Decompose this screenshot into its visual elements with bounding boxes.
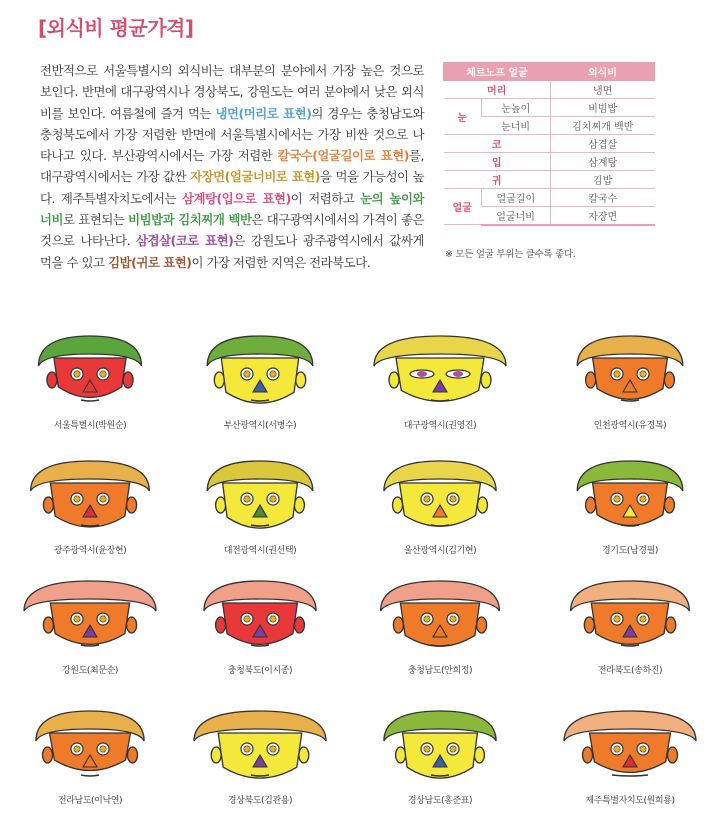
body-text-segment: 이 저렴하고: [290, 190, 361, 206]
body-text-segment: 을 먹을 가능성이 높다. 제주특별자치도에서는: [40, 169, 425, 206]
face-item: [5, 455, 175, 570]
table-cell-food: 김치찌개 백반: [550, 117, 654, 135]
face-label: 대구광역시(권영진): [403, 421, 477, 431]
face-item: [5, 330, 175, 445]
eye-pupil: [74, 371, 80, 377]
ear-right: [666, 617, 676, 633]
ear-right: [664, 372, 674, 388]
face-label: 인천광역시(유정복): [593, 421, 667, 431]
table-cell-part: 머리: [444, 81, 551, 99]
eye-pupil: [270, 746, 276, 752]
eye-pupil: [450, 746, 456, 752]
table-cell-food: 자장면: [550, 207, 654, 225]
chernoff-face: [5, 705, 175, 805]
body-text-segment: 의 경우는 충청남도와 충청북도에서 가장 저렴한 반면에 서울특별시에서는 가장 비싼 것으로 나타나고 있다. 부산광역시에서는 가장 저렴한: [40, 105, 424, 164]
chernoff-legend-table: [443, 62, 655, 226]
chernoff-face: [5, 575, 175, 675]
face-item: [545, 705, 708, 820]
mouth: [621, 645, 639, 646]
eye-pupil: [640, 616, 646, 622]
ear-right: [477, 617, 487, 633]
table-cell-part: 귀: [444, 171, 551, 189]
face-item: [545, 575, 708, 690]
face-item: [175, 705, 345, 820]
eye-pupil: [424, 616, 430, 622]
ear-right: [123, 372, 133, 388]
table-cell-food: 김밥: [550, 171, 654, 189]
ear-right: [296, 372, 306, 388]
eye-pupil: [100, 616, 106, 622]
highlight-text: 삼계탕(입으로 표현): [181, 190, 291, 206]
chernoff-face: [175, 455, 345, 555]
mouth: [81, 400, 99, 401]
body-text-segment: 를, 대구광역시에서는 가장 값싼: [40, 148, 425, 185]
table-cell-part: 코: [444, 135, 551, 153]
chernoff-face: [355, 575, 525, 675]
chernoff-face: [355, 330, 525, 430]
highlight-text: 칼국수(얼굴길이로 표현): [277, 148, 409, 164]
face-label: 제주특별자치도(원희룡): [585, 796, 675, 806]
face-label: 강원도(최문순): [62, 666, 118, 676]
table-note: ※ 모든 얼굴 부위는 클수록 좋다.: [445, 249, 576, 260]
eye-pupil: [270, 616, 276, 622]
eye-pupil: [74, 746, 80, 752]
ear-left: [214, 372, 224, 388]
eye-pupil: [244, 371, 250, 377]
chernoff-face: [545, 575, 708, 675]
face-item: [545, 455, 708, 570]
chernoff-face: [5, 330, 175, 430]
eye-pupil: [244, 496, 250, 502]
face-shape: [593, 358, 668, 399]
face-shape: [50, 603, 129, 644]
eye-pupil: [450, 616, 456, 622]
table-row: [444, 135, 655, 153]
eye-pupil: [270, 371, 276, 377]
mouth: [81, 775, 99, 776]
table-row: [444, 153, 655, 171]
face-item: [175, 575, 345, 690]
ear-right: [664, 497, 674, 513]
ear-left: [43, 747, 53, 763]
table-cell-part: 입: [444, 153, 551, 171]
body-text-segment: 은 강원도나 광주광역시에서 값싸게 먹을 수 있고: [40, 233, 424, 270]
face-label: 충청북도(이시종): [227, 666, 293, 676]
ear-right: [667, 747, 677, 763]
ear-right: [127, 747, 137, 763]
ear-left: [393, 497, 403, 513]
ear-left: [43, 497, 53, 513]
face-label: 경상남도(홍준표): [407, 796, 473, 806]
highlight-text: 자장면(얼굴너비로 표현): [190, 169, 321, 185]
body-paragraph: [40, 60, 424, 273]
table-cell-subpart: 눈너비: [481, 117, 550, 135]
chernoff-face: [175, 330, 345, 430]
eye-pupil: [270, 496, 276, 502]
eye-pupil: [614, 616, 620, 622]
chernoff-face: [545, 330, 708, 430]
body-text-segment: 전반적으로 서울특별시의 외식비는 대부분의 분야에서 가장 높은 것으로 보인다. 반면에 대구광역시나 경상북도, 강원도는 여러 분야에서 낮은 외식비를 보인다. 여름철에 즐겨 먹는: [40, 63, 424, 121]
table-header-face: 체르노프 얼굴: [444, 63, 551, 81]
table-cell-food: 칼국수: [550, 189, 654, 207]
table-cell-part: 눈: [444, 99, 482, 135]
face-label: 경기도(남경필): [602, 546, 658, 556]
ear-right: [477, 497, 487, 513]
face-item: [355, 330, 525, 445]
table-cell-subpart: 얼굴너비: [481, 207, 550, 225]
ear-left: [586, 497, 596, 513]
eye-pupil: [74, 496, 80, 502]
eye-pupil: [100, 496, 106, 502]
face-item: [5, 705, 175, 820]
highlight-text: 김밥(귀로 표현): [108, 254, 192, 270]
ear-right: [481, 372, 491, 388]
ear-left: [211, 747, 221, 763]
body-text-segment: 로 표현되는: [63, 212, 129, 228]
chernoff-face: [5, 455, 175, 555]
table-row: [444, 81, 655, 99]
face-label: 광주광역시(윤장현): [53, 546, 127, 556]
table-row: [444, 99, 655, 117]
chernoff-face: [355, 455, 525, 555]
ear-right: [127, 497, 137, 513]
eye-pupil: [640, 496, 646, 502]
eye-pupil: [614, 371, 620, 377]
face-label: 충청남도(안희정): [407, 666, 473, 676]
table-cell-subpart: 눈높이: [481, 99, 550, 117]
eye-pupil: [640, 746, 646, 752]
face-label: 부산광역시(서병수): [223, 421, 297, 431]
highlight-text: 냉면(머리로 표현): [215, 105, 312, 121]
highlight-text: 비빔밥과 김치찌개 백반: [128, 212, 252, 228]
eye-pupil: [453, 371, 463, 377]
face-label: 서울특별시(박원순): [53, 421, 127, 431]
ear-left: [216, 617, 226, 633]
face-item: [355, 705, 525, 820]
table-cell-food: 삼계탕: [550, 153, 654, 171]
ear-left: [389, 372, 399, 388]
table-row: [444, 171, 655, 189]
eye-pupil: [417, 371, 427, 377]
chernoff-faces-grid: [0, 330, 708, 810]
table-cell-subpart: 얼굴길이: [481, 189, 550, 207]
ear-left: [584, 617, 594, 633]
ear-left: [583, 747, 593, 763]
face-item: [5, 575, 175, 690]
eye-pupil: [244, 746, 250, 752]
face-label: 전라남도(이낙연): [57, 796, 123, 806]
ear-right: [299, 747, 309, 763]
eye-pupil: [424, 496, 430, 502]
ear-left: [47, 372, 57, 388]
eye-pupil: [614, 746, 620, 752]
face-item: [355, 455, 525, 570]
mouth: [251, 645, 269, 646]
chernoff-face: [175, 705, 345, 805]
table-cell-food: 냉면: [550, 81, 654, 99]
eye-pupil: [100, 746, 106, 752]
body-text-segment: 이 가장 저렴한 지역은 전라북도다.: [191, 254, 371, 270]
eye-pupil: [244, 616, 250, 622]
mouth: [612, 775, 648, 776]
face-label: 울산광역시(김기현): [403, 546, 477, 556]
table-cell-food: 비빔밥: [550, 99, 654, 117]
face-label: 대전광역시(권선택): [223, 546, 297, 556]
eye-pupil: [100, 371, 106, 377]
highlight-text: 눈의 높이와 너비: [40, 190, 425, 228]
eye-pupil: [450, 496, 456, 502]
face-item: [175, 330, 345, 445]
eye-pupil: [614, 496, 620, 502]
chernoff-face: [355, 705, 525, 805]
ear-left: [393, 617, 403, 633]
chernoff-face: [545, 455, 708, 555]
mouth: [81, 645, 99, 646]
chernoff-face: [545, 705, 708, 805]
table-header-cost: 외식비: [550, 63, 654, 81]
ear-right: [294, 617, 304, 633]
face-shape: [223, 603, 298, 644]
face-item: [545, 330, 708, 445]
table-cell-food: 삼겹살: [550, 135, 654, 153]
eye-pupil: [424, 746, 430, 752]
eye-pupil: [640, 371, 646, 377]
mouth: [621, 400, 639, 401]
table-cell-part: 얼굴: [444, 189, 482, 225]
page-title: [외식비 평균가격]: [38, 16, 194, 40]
ear-left: [586, 372, 596, 388]
ear-right: [127, 617, 137, 633]
face-item: [355, 575, 525, 690]
body-text-segment: 은 대구광역시에서의 가격이 좋은 것으로 나타난다.: [40, 212, 424, 249]
highlight-text: 삼겹살(코로 표현): [136, 233, 234, 249]
face-label: 전라북도(송하진): [597, 666, 663, 676]
chernoff-face: [175, 575, 345, 675]
face-item: [175, 455, 345, 570]
face-shape: [591, 603, 668, 644]
eye-pupil: [74, 616, 80, 622]
face-label: 경상북도(김관용): [227, 796, 293, 806]
table-row: [444, 189, 655, 207]
ear-left: [43, 617, 53, 633]
